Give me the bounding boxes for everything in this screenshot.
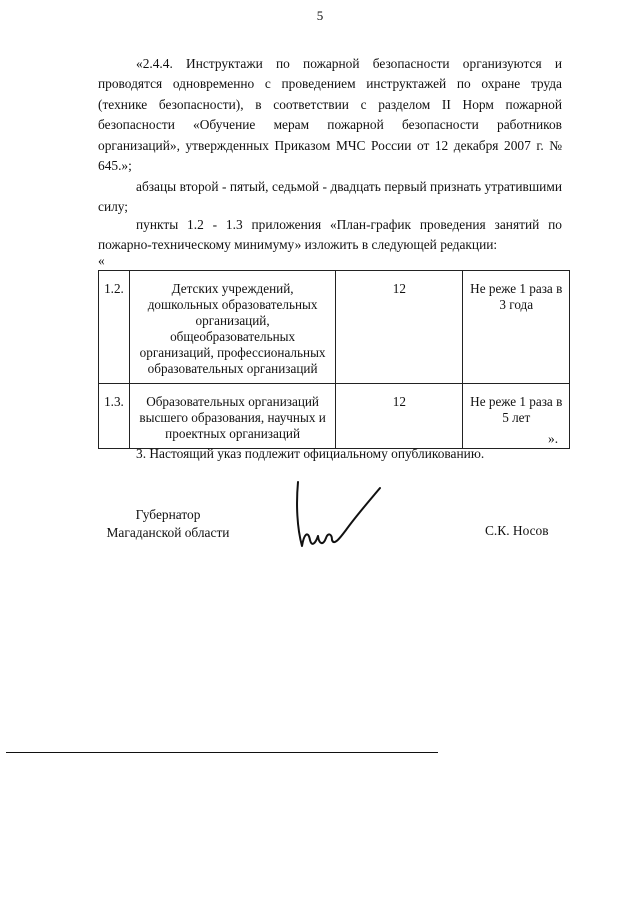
table-row	[99, 384, 570, 449]
signatory-name: С.К. Носов	[485, 523, 549, 538]
opening-quote: «	[98, 253, 105, 268]
frequency: Не реже 1 раза в 3 года	[463, 271, 570, 384]
paragraph-2-4-4: «2.4.4. Инструктажи по пожарной безопасности организуются и проводятся одновременно с проведением инструктажей по охране труда (технике безопасности), в соответствии с разделом II Норм пожарной безопасности «Обучение мерам пожарной безопасности работников организаций», утвержденных Приказом МЧС России от 12 декабря 2007 г. № 645.»;	[98, 56, 562, 174]
closing-quote: ».	[548, 431, 559, 446]
signatory-title	[98, 506, 238, 542]
paragraph-appendix-items: пункты 1.2 - 1.3 приложения «План-график проведения занятий по пожарно-техническому минимуму» изложить в следующей редакции:	[98, 217, 562, 253]
hours-count: 12	[336, 271, 463, 384]
table-row	[99, 271, 570, 384]
signatory-title-line1: Губернатор	[135, 507, 201, 522]
paragraph-publication: 3. Настоящий указ подлежит официальному опубликованию.	[136, 446, 485, 461]
paragraph-abolished-clauses: абзацы второй - пятый, седьмой - двадцать первый признать утратившими силу;	[98, 179, 562, 215]
page-number: 5	[316, 8, 324, 23]
organization-type: Образовательных организаций высшего образования, научных и проектных организаций	[129, 384, 335, 449]
hours-count: 12	[336, 384, 463, 449]
signatory-title-line2: Магаданской области	[106, 525, 230, 540]
frequency: Не реже 1 раза в 5 лет	[463, 384, 570, 449]
footer-divider	[6, 752, 438, 753]
row-number: 1.3.	[99, 384, 130, 449]
training-schedule-table	[98, 270, 570, 449]
organization-type: Детских учреждений, дошкольных образовательных организаций, общеобразовательных организаций, профессиональных образовательных организаций	[129, 271, 335, 384]
row-number: 1.2.	[99, 271, 130, 384]
handwritten-signature	[288, 476, 388, 566]
